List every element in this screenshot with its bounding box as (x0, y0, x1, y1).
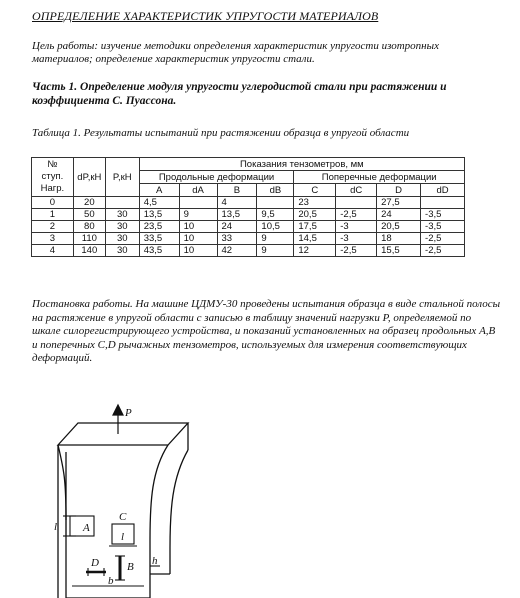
table-cell: 33,5 (139, 233, 179, 245)
table-cell: 10 (179, 233, 217, 245)
header-subcol: D (377, 184, 421, 197)
table-cell: 1 (32, 209, 74, 221)
table-cell: 27,5 (377, 197, 421, 209)
label-h: h (152, 555, 158, 567)
table-cell: 4,5 (139, 197, 179, 209)
label-a: A (83, 522, 90, 534)
table-cell: 13,5 (139, 209, 179, 221)
table-cell: 30 (105, 233, 139, 245)
table-cell: 30 (105, 221, 139, 233)
table-cell: 17,5 (294, 221, 336, 233)
table-cell: 33 (217, 233, 257, 245)
table-cell: 42 (217, 245, 257, 257)
label-b: B (127, 561, 134, 573)
gauge-a-rect (70, 516, 94, 536)
table-cell: -3,5 (421, 209, 465, 221)
header-subcol: B (217, 184, 257, 197)
load-arrow (113, 405, 123, 434)
table-cell: 14,5 (294, 233, 336, 245)
table-cell: 3 (32, 233, 74, 245)
header-subcol: C (294, 184, 336, 197)
table-cell: 4 (32, 245, 74, 257)
table-cell: 80 (73, 221, 105, 233)
table-cell: 23,5 (139, 221, 179, 233)
header-step-line: № (47, 159, 58, 170)
header-step-line: ступ. (41, 171, 64, 182)
table-cell: -2,5 (336, 209, 377, 221)
table-cell: -3 (336, 221, 377, 233)
header-transverse: Поперечные деформации (294, 171, 465, 184)
table-cell: 30 (105, 209, 139, 221)
table-cell: 10 (179, 221, 217, 233)
table-cell: 10 (179, 245, 217, 257)
work-aim: Цель работы: изучение методики определения характеристик упругости изотропных материалов; определение характеристик упругости стали. (32, 40, 439, 65)
document-title: ОПРЕДЕЛЕНИЕ ХАРАКТЕРИСТИК УПРУГОСТИ МАТЕРИАЛОВ (32, 9, 379, 23)
table-cell: 9,5 (257, 209, 294, 221)
table-cell: 20,5 (377, 221, 421, 233)
table-cell: 18 (377, 233, 421, 245)
table-cell: 4 (217, 197, 257, 209)
table-cell: 15,5 (377, 245, 421, 257)
table-cell: 110 (73, 233, 105, 245)
header-subcol: A (139, 184, 179, 197)
table-cell: -2,5 (421, 245, 465, 257)
header-subcol: dB (257, 184, 294, 197)
header-subcol: dA (179, 184, 217, 197)
figure-labels (54, 407, 158, 587)
table-cell: 9 (257, 245, 294, 257)
grip-top-face (58, 423, 188, 445)
header-longitudinal: Продольные деформации (139, 171, 294, 184)
table-cell: 24 (377, 209, 421, 221)
part-title: Часть 1. Определение модуля упругости углеродистой стали при растяжении и коэффициента С. Пуассона. (32, 81, 447, 107)
table-cell: 0 (32, 197, 74, 209)
table-cell: 20 (73, 197, 105, 209)
label-b-width: b (108, 575, 114, 587)
problem-statement: Постановка работы. На машине ЦДМУ-30 проведены испытания образца в виде стальной полосы на растяжение в упругой области с записью в таблицу значений нагрузки P, определяемой по шкале силорегистрирующего устройства, и показаний установленных на образец продольных A,B и поперечных C,D рычажных тензометров, используемых для измерения соответствующих деформаций. (32, 298, 501, 365)
table-cell: 10,5 (257, 221, 294, 233)
table-cell: 12 (294, 245, 336, 257)
table-cell: 9 (257, 233, 294, 245)
table-cell: 140 (73, 245, 105, 257)
table-cell: 50 (73, 209, 105, 221)
table-cell: 9 (179, 209, 217, 221)
table-cell: 20,5 (294, 209, 336, 221)
table-cell: 13,5 (217, 209, 257, 221)
header-readings: Показания тензометров, мм (139, 158, 464, 171)
specimen-back-curve (170, 450, 188, 574)
table-cell: 23 (294, 197, 336, 209)
table-cell: 43,5 (139, 245, 179, 257)
table-cell: 24 (217, 221, 257, 233)
table-cell: -2,5 (336, 245, 377, 257)
table-cell: -3 (336, 233, 377, 245)
label-l-c: l (121, 531, 125, 543)
header-p: P,кН (105, 158, 139, 197)
table-cell: -3,5 (421, 221, 465, 233)
table-cell: 30 (105, 245, 139, 257)
table-cell: -2,5 (421, 233, 465, 245)
header-dp: dP,кН (73, 158, 105, 197)
label-l-left: l (54, 521, 58, 533)
header-step-line: Нагр. (40, 183, 65, 194)
table-cell: 2 (32, 221, 74, 233)
table-caption: Таблица 1. Результаты испытаний при растяжении образца в упругой области (32, 127, 410, 139)
specimen-right-curve (150, 445, 168, 598)
label-d: D (91, 557, 99, 569)
label-p: P (125, 407, 132, 419)
header-subcol: dD (421, 184, 465, 197)
specimen-left-curve (58, 445, 66, 520)
label-c: C (119, 511, 127, 523)
header-subcol: dC (336, 184, 377, 197)
